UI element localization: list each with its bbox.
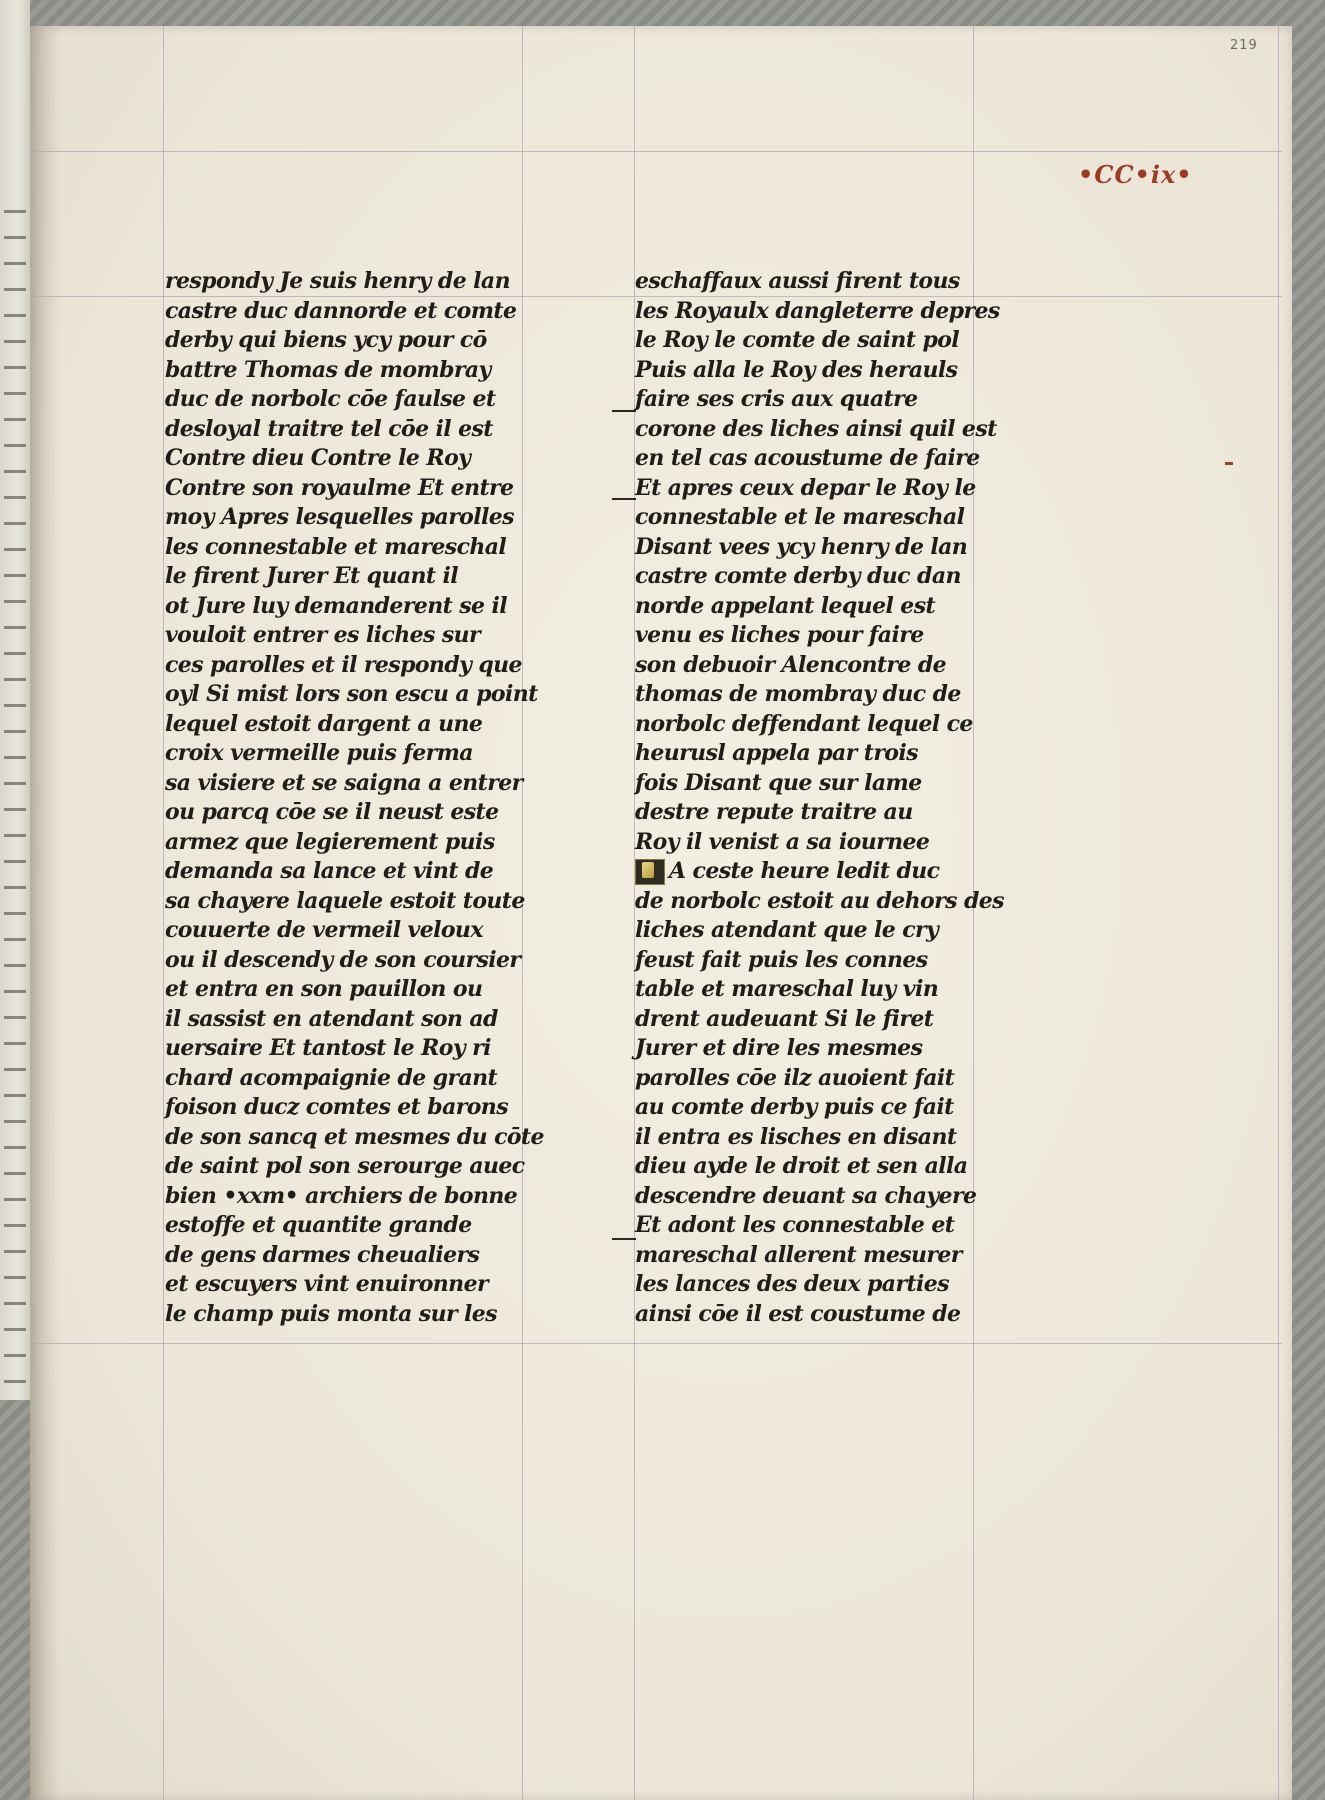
- text-line: chard acompaignie de grant: [165, 1064, 498, 1091]
- text-line: les lances des deux parties: [635, 1271, 949, 1297]
- text-line: le champ puis monta sur les: [165, 1300, 497, 1327]
- text-column-left: [165, 267, 565, 1329]
- text-line: venu es liches pour faire: [635, 622, 924, 648]
- text-line: thomas de mombray duc de: [635, 681, 961, 707]
- paragraph-stroke: [612, 498, 636, 500]
- text-line: Contre son royaulme Et entre: [165, 474, 514, 501]
- previous-page-edge: [0, 0, 30, 1400]
- text-line: ou parcq cōe se il neust este: [165, 799, 499, 825]
- text-line: le Roy le comte de saint pol: [635, 327, 960, 353]
- text-line: derby qui biens ycy pour cō: [165, 327, 487, 353]
- text-line: estoffe et quantite grande: [165, 1212, 472, 1238]
- ruling-line-text-bottom: [30, 1343, 1282, 1344]
- text-line: croix vermeille puis ferma: [165, 740, 473, 766]
- text-line: feust fait puis les connes: [635, 946, 928, 973]
- text-line: battre Thomas de mombray: [165, 356, 491, 383]
- text-line: duc de norbolc cōe faulse et: [165, 386, 496, 412]
- text-line: de gens darmes cheualiers: [165, 1241, 480, 1268]
- text-line: Et apres ceux depar le Roy le: [635, 474, 976, 501]
- folio-pencil-number: 219: [1230, 38, 1258, 53]
- text-line: castre comte derby duc dan: [635, 563, 961, 589]
- text-line: liches atendant que le cry: [635, 917, 939, 943]
- text-line-with-initial: [635, 857, 1035, 887]
- text-line: le firent Jurer Et quant il: [165, 563, 459, 589]
- text-line: et entra en son pauillon ou: [165, 976, 483, 1002]
- text-line: Puis alla le Roy des herauls: [635, 356, 958, 383]
- text-line: couuerte de vermeil veloux: [165, 917, 483, 943]
- text-column-right: [635, 267, 1035, 1329]
- text-line: ainsi cōe il est coustume de: [635, 1300, 961, 1327]
- text-line: faire ses cris aux quatre: [635, 386, 918, 412]
- text-line: A ceste heure ledit duc: [669, 858, 940, 884]
- text-line: il entra es lisches en disant: [635, 1123, 957, 1150]
- text-line: Et adont les connestable et: [635, 1212, 955, 1238]
- text-line: norbolc deffendant lequel ce: [635, 710, 973, 737]
- text-line: destre repute traitre au: [635, 799, 913, 825]
- text-line: desloyal traitre tel cōe il est: [165, 415, 493, 442]
- text-line: ces parolles et il respondy que: [165, 651, 522, 678]
- margin-tick-mark: [1225, 462, 1233, 465]
- text-line: sa chayere laquele estoit toute: [165, 887, 525, 914]
- text-line: il sassist en atendant son ad: [165, 1005, 498, 1032]
- text-line: corone des liches ainsi quil est: [635, 415, 997, 442]
- text-line: mareschal allerent mesurer: [635, 1241, 962, 1268]
- text-line: ot Jure luy demanderent se il: [165, 592, 507, 619]
- folio-rubric-numeral: •CC•ix•: [1078, 160, 1193, 189]
- text-line: Jurer et dire les mesmes: [635, 1035, 923, 1061]
- text-line: uersaire Et tantost le Roy ri: [165, 1035, 491, 1061]
- text-line: eschaffaux aussi firent tous: [635, 268, 960, 294]
- text-line: en tel cas acoustume de faire: [635, 445, 980, 471]
- text-line: de norbolc estoit au dehors des: [635, 887, 1004, 914]
- text-line: bien •xxm• archiers de bonne: [165, 1182, 518, 1209]
- ruling-line-left-margin: [163, 26, 164, 1800]
- text-line: Contre dieu Contre le Roy: [165, 445, 471, 471]
- text-line: vouloit entrer es liches sur: [165, 622, 481, 648]
- ruling-line-outer-margin: [1278, 26, 1279, 1800]
- paragraph-stroke: [612, 1238, 636, 1240]
- text-line: norde appelant lequel est: [635, 592, 936, 619]
- paragraph-stroke: [612, 410, 636, 412]
- text-line: table et mareschal luy vin: [635, 976, 939, 1002]
- text-line: fois Disant que sur lame: [635, 769, 922, 796]
- text-line: demanda sa lance et vint de: [165, 858, 494, 884]
- gutter-shadow: [30, 26, 60, 1800]
- text-line: et escuyers vint enuironner: [165, 1271, 488, 1297]
- text-line: lequel estoit dargent a une: [165, 710, 483, 737]
- text-line: oyl Si mist lors son escu a point: [165, 681, 538, 707]
- text-line: dieu ayde le droit et sen alla: [635, 1153, 968, 1179]
- text-line: Roy il venist a sa iournee: [635, 828, 930, 855]
- text-line: parolles cōe ilz auoient fait: [635, 1064, 955, 1091]
- text-line: au comte derby puis ce fait: [635, 1094, 954, 1120]
- text-line: armez que legierement puis: [165, 828, 495, 855]
- text-line: respondy Je suis henry de lan: [165, 268, 510, 294]
- text-line: de saint pol son serourge auec: [165, 1153, 525, 1179]
- text-line: moy Apres lesquelles parolles: [165, 504, 514, 530]
- ruling-line-top: [30, 151, 1282, 152]
- text-line: descendre deuant sa chayere: [635, 1182, 977, 1209]
- illuminated-initial-icon: [635, 859, 665, 885]
- text-line: Disant vees ycy henry de lan: [635, 533, 968, 560]
- text-line: ou il descendy de son coursier: [165, 946, 521, 973]
- text-line: castre duc dannorde et comte: [165, 297, 517, 324]
- text-line: les Royaulx dangleterre depres: [635, 297, 1000, 324]
- text-line: foison ducz comtes et barons: [165, 1094, 508, 1120]
- previous-page-text-fragment: [4, 200, 26, 1400]
- text-line: sa visiere et se saigna a entrer: [165, 769, 523, 796]
- text-line: connestable et le mareschal: [635, 504, 965, 530]
- text-line: les connestable et mareschal: [165, 533, 507, 560]
- text-line: de son sancq et mesmes du cōte: [165, 1123, 544, 1150]
- text-line: heurusl appela par trois: [635, 740, 918, 766]
- text-line: drent audeuant Si le firet: [635, 1005, 934, 1032]
- text-line: son debuoir Alencontre de: [635, 651, 947, 678]
